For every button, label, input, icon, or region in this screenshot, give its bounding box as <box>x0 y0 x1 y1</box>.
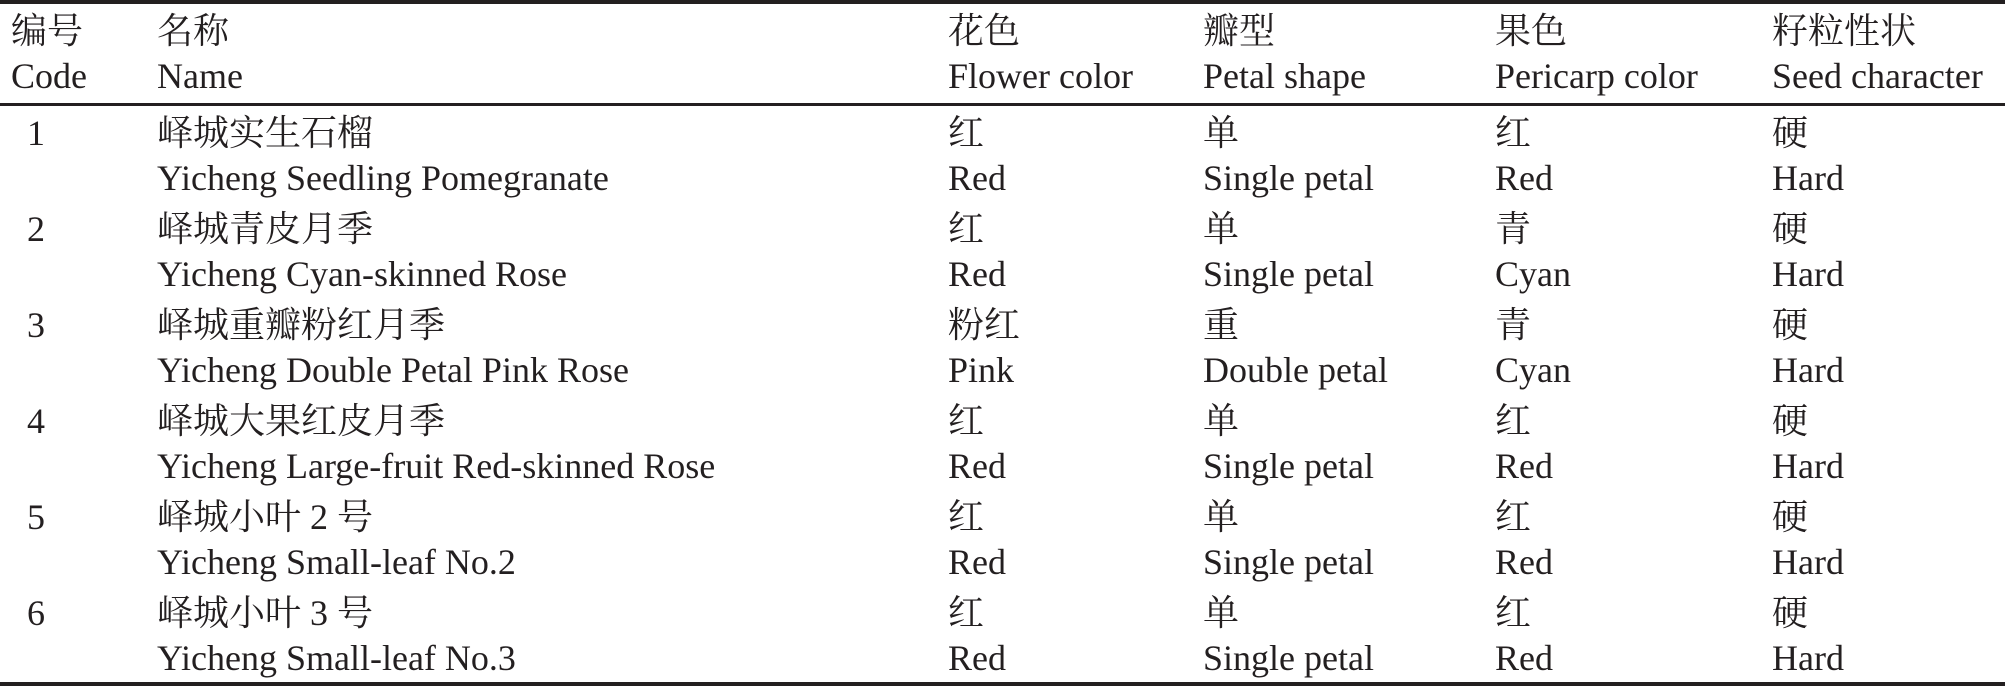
table-row <box>0 106 2005 202</box>
flower-zh: 红 <box>948 593 985 633</box>
name-zh: 峄城小叶 2 号 <box>157 497 374 537</box>
name-zh: 峄城实生石榴 <box>157 113 374 153</box>
name-en: Yicheng Double Petal Pink Rose <box>157 350 629 390</box>
seed-zh: 硬 <box>1772 593 1809 633</box>
petal-zh: 单 <box>1203 593 1240 633</box>
code-value: 3 <box>27 305 45 345</box>
table-header-row <box>0 4 2005 103</box>
pericarp-en: Red <box>1495 542 1553 582</box>
cell-seed-character <box>1772 111 2005 202</box>
cell-code <box>0 303 157 394</box>
cell-code <box>0 495 157 586</box>
flower-zh: 红 <box>948 497 985 537</box>
header-petal-shape <box>1203 9 1495 103</box>
header-petal-shape-en: Petal shape <box>1203 56 1366 96</box>
seed-zh: 硬 <box>1772 305 1809 345</box>
table-row <box>0 298 2005 394</box>
petal-en: Double petal <box>1203 350 1388 390</box>
flower-en: Red <box>948 446 1006 486</box>
seed-zh: 硬 <box>1772 113 1809 153</box>
cell-petal-shape <box>1203 399 1495 490</box>
header-pericarp-color-zh: 果色 <box>1495 11 1568 51</box>
pericarp-zh: 青 <box>1495 305 1532 345</box>
pericarp-zh: 红 <box>1495 401 1532 441</box>
name-zh: 峄城青皮月季 <box>157 209 374 249</box>
flower-en: Red <box>948 542 1006 582</box>
petal-en: Single petal <box>1203 638 1374 678</box>
cell-seed-character <box>1772 495 2005 586</box>
seed-en: Hard <box>1772 158 1844 198</box>
name-en: Yicheng Small-leaf No.2 <box>157 542 516 582</box>
cell-petal-shape <box>1203 207 1495 298</box>
name-en: Yicheng Seedling Pomegranate <box>157 158 609 198</box>
cell-name <box>157 303 948 394</box>
header-name-en: Name <box>157 56 243 96</box>
header-flower-color <box>948 9 1203 103</box>
flower-zh: 红 <box>948 113 985 153</box>
pericarp-zh: 红 <box>1495 593 1532 633</box>
name-zh: 峄城重瓣粉红月季 <box>157 305 446 345</box>
petal-en: Single petal <box>1203 446 1374 486</box>
cell-flower-color <box>948 111 1203 202</box>
name-zh: 峄城大果红皮月季 <box>157 401 446 441</box>
pericarp-en: Cyan <box>1495 254 1571 294</box>
cell-seed-character <box>1772 399 2005 490</box>
petal-en: Single petal <box>1203 158 1374 198</box>
cell-code <box>0 591 157 682</box>
name-en: Yicheng Cyan-skinned Rose <box>157 254 567 294</box>
petal-en: Single petal <box>1203 254 1374 294</box>
flower-en: Red <box>948 158 1006 198</box>
petal-zh: 单 <box>1203 209 1240 249</box>
cell-seed-character <box>1772 591 2005 682</box>
code-value: 4 <box>27 401 45 441</box>
table-row <box>0 586 2005 682</box>
cell-name <box>157 591 948 682</box>
flower-en: Red <box>948 254 1006 294</box>
seed-zh: 硬 <box>1772 401 1809 441</box>
cell-flower-color <box>948 303 1203 394</box>
cell-petal-shape <box>1203 303 1495 394</box>
cell-petal-shape <box>1203 495 1495 586</box>
cell-name <box>157 111 948 202</box>
cell-seed-character <box>1772 207 2005 298</box>
seed-en: Hard <box>1772 350 1844 390</box>
petal-zh: 重 <box>1203 305 1240 345</box>
code-value: 1 <box>27 113 45 153</box>
header-seed-character-en: Seed character <box>1772 56 1983 96</box>
header-name-zh: 名称 <box>157 11 230 51</box>
pericarp-zh: 青 <box>1495 209 1532 249</box>
cell-seed-character <box>1772 303 2005 394</box>
name-en: Yicheng Large-fruit Red-skinned Rose <box>157 446 716 486</box>
name-zh: 峄城小叶 3 号 <box>157 593 374 633</box>
petal-zh: 单 <box>1203 113 1240 153</box>
header-flower-color-en: Flower color <box>948 56 1133 96</box>
cell-flower-color <box>948 591 1203 682</box>
pericarp-en: Red <box>1495 158 1553 198</box>
pericarp-en: Red <box>1495 446 1553 486</box>
header-code-en: Code <box>11 56 87 96</box>
header-code <box>0 9 157 103</box>
cell-pericarp-color <box>1495 495 1772 586</box>
cell-pericarp-color <box>1495 111 1772 202</box>
seed-en: Hard <box>1772 446 1844 486</box>
petal-zh: 单 <box>1203 401 1240 441</box>
seed-zh: 硬 <box>1772 209 1809 249</box>
table-bottom-rule <box>0 682 2005 686</box>
code-value: 2 <box>27 209 45 249</box>
code-value: 6 <box>27 593 45 633</box>
seed-en: Hard <box>1772 638 1844 678</box>
header-seed-character <box>1772 9 2005 103</box>
cell-code <box>0 207 157 298</box>
pericarp-en: Cyan <box>1495 350 1571 390</box>
header-pericarp-color-en: Pericarp color <box>1495 56 1698 96</box>
flower-zh: 红 <box>948 401 985 441</box>
code-value: 5 <box>27 497 45 537</box>
header-petal-shape-zh: 瓣型 <box>1203 11 1276 51</box>
cell-flower-color <box>948 495 1203 586</box>
header-seed-character-zh: 籽粒性状 <box>1772 11 1917 51</box>
cell-flower-color <box>948 399 1203 490</box>
pericarp-en: Red <box>1495 638 1553 678</box>
name-en: Yicheng Small-leaf No.3 <box>157 638 516 678</box>
cell-name <box>157 495 948 586</box>
cell-pericarp-color <box>1495 207 1772 298</box>
table-row <box>0 202 2005 298</box>
table-row <box>0 394 2005 490</box>
petal-en: Single petal <box>1203 542 1374 582</box>
table-row <box>0 490 2005 586</box>
header-pericarp-color <box>1495 9 1772 103</box>
seed-en: Hard <box>1772 254 1844 294</box>
cell-flower-color <box>948 207 1203 298</box>
seed-zh: 硬 <box>1772 497 1809 537</box>
cell-code <box>0 111 157 202</box>
seed-en: Hard <box>1772 542 1844 582</box>
flower-zh: 红 <box>948 209 985 249</box>
petal-zh: 单 <box>1203 497 1240 537</box>
pericarp-zh: 红 <box>1495 113 1532 153</box>
header-name <box>157 9 948 103</box>
cell-petal-shape <box>1203 111 1495 202</box>
header-flower-color-zh: 花色 <box>948 11 1021 51</box>
cell-name <box>157 207 948 298</box>
flower-zh: 粉红 <box>948 305 1021 345</box>
header-code-zh: 编号 <box>11 11 84 51</box>
cell-name <box>157 399 948 490</box>
cell-petal-shape <box>1203 591 1495 682</box>
flower-en: Red <box>948 638 1006 678</box>
cell-code <box>0 399 157 490</box>
cell-pericarp-color <box>1495 591 1772 682</box>
cell-pericarp-color <box>1495 399 1772 490</box>
pericarp-zh: 红 <box>1495 497 1532 537</box>
cell-pericarp-color <box>1495 303 1772 394</box>
flower-en: Pink <box>948 350 1015 390</box>
